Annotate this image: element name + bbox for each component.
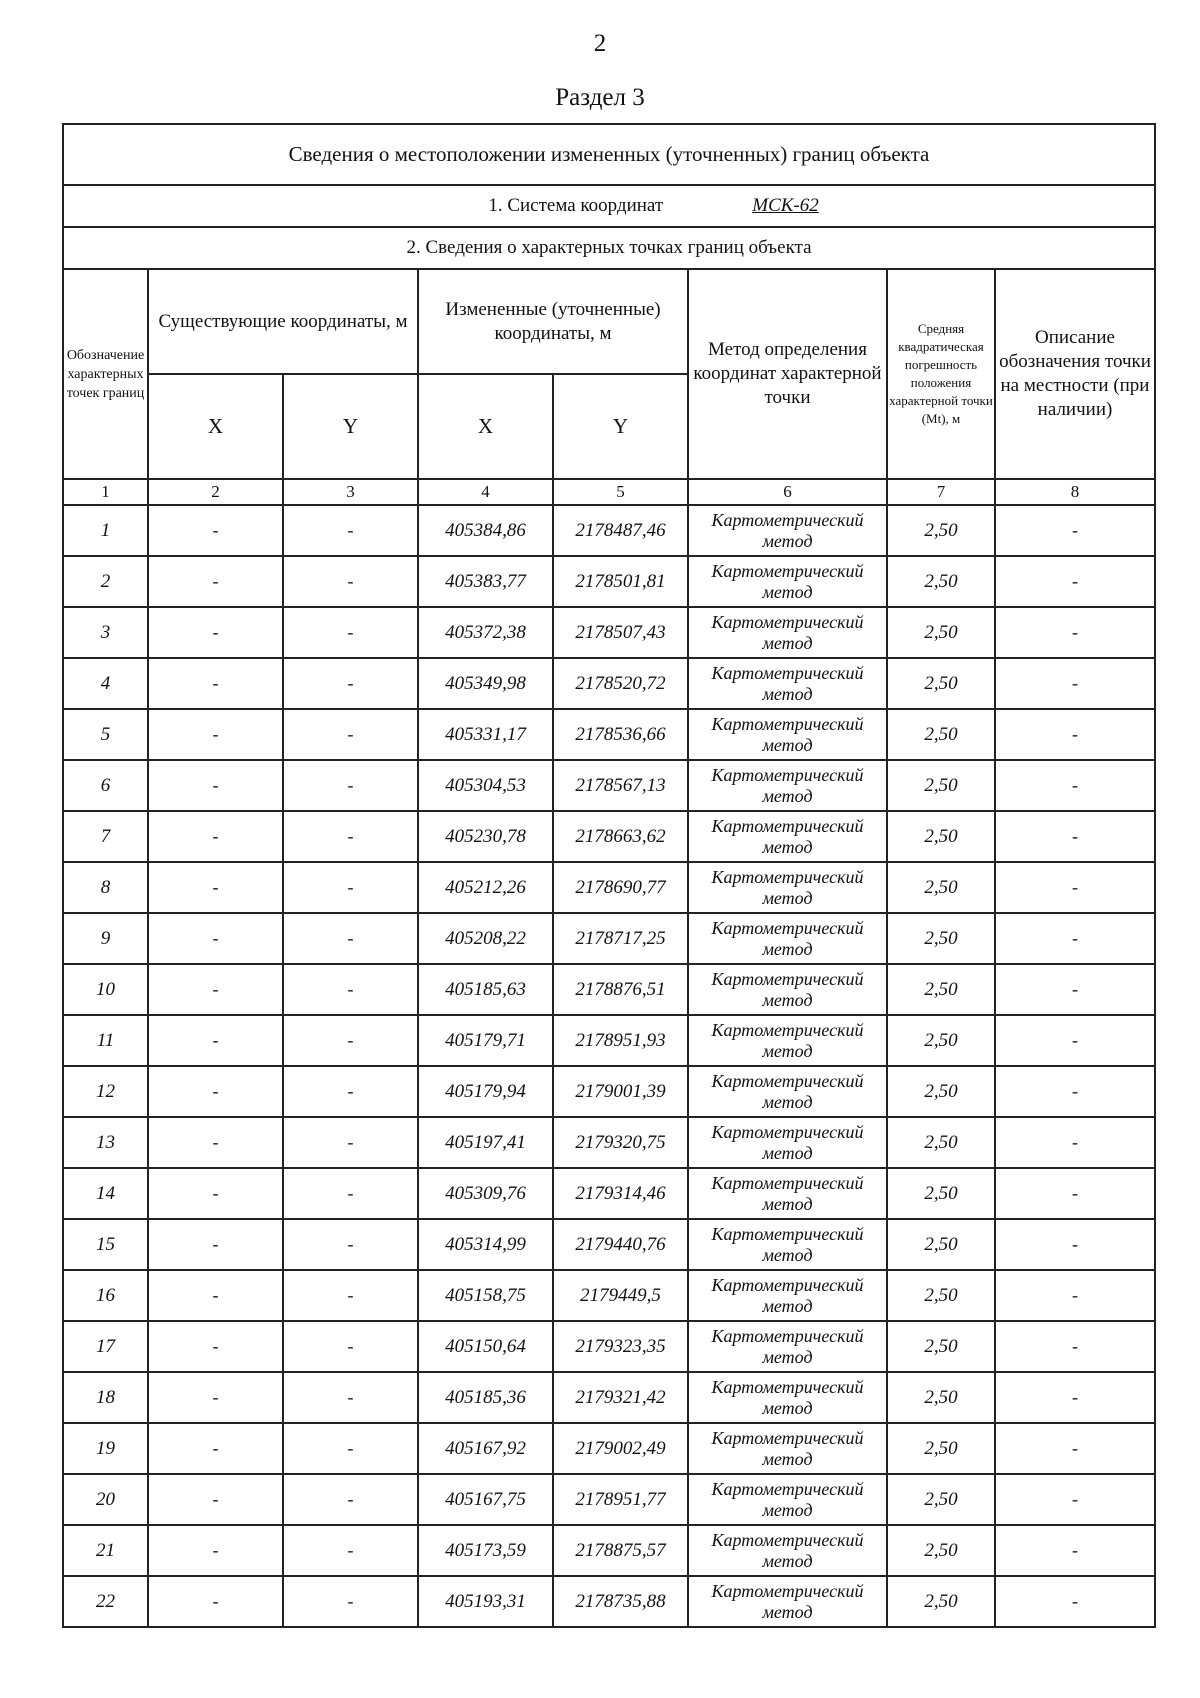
cell-changed-x: 405304,53 (418, 760, 553, 811)
cell-description: - (995, 1066, 1155, 1117)
cell-method: Картометрический метод (688, 607, 887, 658)
cell-method: Картометрический метод (688, 1423, 887, 1474)
cell-description: - (995, 1525, 1155, 1576)
cell-changed-x: 405150,64 (418, 1321, 553, 1372)
cell-mean-square-error: 2,50 (887, 556, 995, 607)
table-row (63, 1474, 1155, 1525)
cell-description: - (995, 505, 1155, 556)
cell-mean-square-error: 2,50 (887, 1423, 995, 1474)
cell-point-number: 14 (63, 1168, 148, 1219)
cell-method: Картометрический метод (688, 760, 887, 811)
table-row (63, 913, 1155, 964)
cell-mean-square-error: 2,50 (887, 964, 995, 1015)
header-existing-x: X (148, 374, 283, 479)
cell-existing-y: - (283, 1270, 418, 1321)
cell-existing-y: - (283, 811, 418, 862)
cell-changed-y: 2179320,75 (553, 1117, 688, 1168)
cell-description: - (995, 811, 1155, 862)
table-row (63, 1576, 1155, 1627)
cell-changed-x: 405173,59 (418, 1525, 553, 1576)
cell-existing-y: - (283, 709, 418, 760)
cell-existing-x: - (148, 1423, 283, 1474)
cell-description: - (995, 1372, 1155, 1423)
table-row (63, 1066, 1155, 1117)
column-number: 7 (887, 479, 995, 505)
column-number: 2 (148, 479, 283, 505)
cell-changed-x: 405383,77 (418, 556, 553, 607)
cell-mean-square-error: 2,50 (887, 913, 995, 964)
cell-mean-square-error: 2,50 (887, 1474, 995, 1525)
cell-point-number: 22 (63, 1576, 148, 1627)
cell-description: - (995, 658, 1155, 709)
cell-existing-x: - (148, 1168, 283, 1219)
cell-method: Картометрический метод (688, 1321, 887, 1372)
cell-existing-x: - (148, 811, 283, 862)
cell-method: Картометрический метод (688, 1474, 887, 1525)
header-method: Метод определения координат характерной точки (688, 269, 887, 479)
header-description: Описание обозначения точки на местности (при наличии) (995, 269, 1155, 479)
cell-existing-y: - (283, 1474, 418, 1525)
cell-description: - (995, 1219, 1155, 1270)
cell-method: Картометрический метод (688, 1576, 887, 1627)
cell-mean-square-error: 2,50 (887, 1321, 995, 1372)
cell-mean-square-error: 2,50 (887, 1117, 995, 1168)
cell-mean-square-error: 2,50 (887, 760, 995, 811)
header-existing-coordinates: Существующие координаты, м (148, 269, 418, 374)
cell-mean-square-error: 2,50 (887, 1015, 995, 1066)
cell-changed-y: 2178876,51 (553, 964, 688, 1015)
cell-existing-y: - (283, 1117, 418, 1168)
table-row (63, 1525, 1155, 1576)
cell-existing-x: - (148, 658, 283, 709)
cell-existing-x: - (148, 556, 283, 607)
cell-existing-y: - (283, 964, 418, 1015)
cell-changed-x: 405331,17 (418, 709, 553, 760)
table-row (63, 658, 1155, 709)
table-row (63, 964, 1155, 1015)
table-row (63, 1219, 1155, 1270)
cell-description: - (995, 1474, 1155, 1525)
cell-existing-y: - (283, 1168, 418, 1219)
cell-changed-y: 2178507,43 (553, 607, 688, 658)
table-title: Сведения о местоположении измененных (уточненных) границ объекта (63, 124, 1155, 185)
cell-method: Картометрический метод (688, 1270, 887, 1321)
cell-method: Картометрический метод (688, 964, 887, 1015)
cell-changed-y: 2178487,46 (553, 505, 688, 556)
cell-changed-y: 2178520,72 (553, 658, 688, 709)
table-row (63, 1270, 1155, 1321)
cell-description: - (995, 556, 1155, 607)
cell-existing-y: - (283, 1576, 418, 1627)
cell-description: - (995, 1270, 1155, 1321)
cell-changed-y: 2179321,42 (553, 1372, 688, 1423)
cell-point-number: 5 (63, 709, 148, 760)
cell-mean-square-error: 2,50 (887, 607, 995, 658)
cell-mean-square-error: 2,50 (887, 709, 995, 760)
table-row (63, 1117, 1155, 1168)
cell-point-number: 3 (63, 607, 148, 658)
cell-changed-y: 2178567,13 (553, 760, 688, 811)
cell-existing-x: - (148, 760, 283, 811)
cell-point-number: 7 (63, 811, 148, 862)
cell-mean-square-error: 2,50 (887, 1576, 995, 1627)
cell-existing-y: - (283, 1423, 418, 1474)
table-row (63, 1372, 1155, 1423)
cell-mean-square-error: 2,50 (887, 862, 995, 913)
cell-changed-x: 405309,76 (418, 1168, 553, 1219)
cell-method: Картометрический метод (688, 811, 887, 862)
cell-existing-y: - (283, 1321, 418, 1372)
points-section-header: 2. Сведения о характерных точках границ объекта (63, 227, 1155, 269)
column-number: 8 (995, 479, 1155, 505)
cell-changed-y: 2179440,76 (553, 1219, 688, 1270)
cell-method: Картометрический метод (688, 913, 887, 964)
cell-description: - (995, 964, 1155, 1015)
cell-existing-x: - (148, 913, 283, 964)
cell-changed-x: 405212,26 (418, 862, 553, 913)
cell-existing-y: - (283, 1015, 418, 1066)
cell-description: - (995, 1117, 1155, 1168)
cell-point-number: 20 (63, 1474, 148, 1525)
cell-changed-x: 405185,36 (418, 1372, 553, 1423)
header-point-designation: Обозначение характерных точек границ (63, 269, 148, 479)
cell-changed-y: 2178951,77 (553, 1474, 688, 1525)
cell-changed-y: 2178735,88 (553, 1576, 688, 1627)
column-number: 6 (688, 479, 887, 505)
cell-existing-y: - (283, 913, 418, 964)
cell-method: Картометрический метод (688, 658, 887, 709)
cell-changed-x: 405179,94 (418, 1066, 553, 1117)
cell-changed-y: 2178875,57 (553, 1525, 688, 1576)
cell-mean-square-error: 2,50 (887, 1270, 995, 1321)
table-row (63, 556, 1155, 607)
column-number: 4 (418, 479, 553, 505)
cell-changed-x: 405314,99 (418, 1219, 553, 1270)
cell-method: Картометрический метод (688, 1525, 887, 1576)
cell-mean-square-error: 2,50 (887, 1168, 995, 1219)
cell-description: - (995, 1168, 1155, 1219)
cell-description: - (995, 760, 1155, 811)
cell-method: Картометрический метод (688, 1117, 887, 1168)
cell-changed-y: 2178717,25 (553, 913, 688, 964)
cell-changed-y: 2178501,81 (553, 556, 688, 607)
cell-existing-x: - (148, 964, 283, 1015)
cell-point-number: 17 (63, 1321, 148, 1372)
coordinate-system-value: МСК-62 (752, 195, 819, 216)
table-row (63, 760, 1155, 811)
cell-existing-x: - (148, 607, 283, 658)
cell-existing-y: - (283, 505, 418, 556)
cell-description: - (995, 1576, 1155, 1627)
cell-method: Картометрический метод (688, 1066, 887, 1117)
cell-point-number: 2 (63, 556, 148, 607)
table-row (63, 811, 1155, 862)
cell-changed-y: 2178690,77 (553, 862, 688, 913)
cell-mean-square-error: 2,50 (887, 505, 995, 556)
cell-method: Картометрический метод (688, 1219, 887, 1270)
boundary-points-table (62, 123, 1156, 1628)
cell-existing-x: - (148, 1474, 283, 1525)
cell-changed-y: 2178951,93 (553, 1015, 688, 1066)
cell-point-number: 19 (63, 1423, 148, 1474)
table-row (63, 607, 1155, 658)
cell-point-number: 6 (63, 760, 148, 811)
cell-mean-square-error: 2,50 (887, 658, 995, 709)
cell-point-number: 8 (63, 862, 148, 913)
cell-changed-y: 2179449,5 (553, 1270, 688, 1321)
cell-point-number: 12 (63, 1066, 148, 1117)
header-existing-y: Y (283, 374, 418, 479)
cell-description: - (995, 1015, 1155, 1066)
cell-description: - (995, 607, 1155, 658)
header-changed-x: X (418, 374, 553, 479)
cell-changed-x: 405167,75 (418, 1474, 553, 1525)
cell-changed-y: 2179002,49 (553, 1423, 688, 1474)
cell-existing-x: - (148, 505, 283, 556)
column-numbers-row (63, 479, 1155, 505)
cell-changed-y: 2179314,46 (553, 1168, 688, 1219)
cell-existing-x: - (148, 1576, 283, 1627)
cell-point-number: 10 (63, 964, 148, 1015)
cell-changed-y: 2179323,35 (553, 1321, 688, 1372)
cell-existing-y: - (283, 1219, 418, 1270)
table-row (63, 505, 1155, 556)
cell-point-number: 1 (63, 505, 148, 556)
cell-mean-square-error: 2,50 (887, 1066, 995, 1117)
cell-existing-x: - (148, 1066, 283, 1117)
cell-description: - (995, 913, 1155, 964)
cell-existing-y: - (283, 1525, 418, 1576)
cell-existing-x: - (148, 862, 283, 913)
cell-point-number: 4 (63, 658, 148, 709)
cell-changed-x: 405384,86 (418, 505, 553, 556)
column-number: 5 (553, 479, 688, 505)
cell-method: Картометрический метод (688, 1168, 887, 1219)
column-number: 3 (283, 479, 418, 505)
cell-existing-x: - (148, 709, 283, 760)
cell-changed-x: 405197,41 (418, 1117, 553, 1168)
cell-method: Картометрический метод (688, 709, 887, 760)
table-row (63, 862, 1155, 913)
cell-existing-x: - (148, 1525, 283, 1576)
cell-mean-square-error: 2,50 (887, 811, 995, 862)
cell-changed-x: 405167,92 (418, 1423, 553, 1474)
cell-point-number: 13 (63, 1117, 148, 1168)
header-changed-coordinates: Измененные (уточненные) координаты, м (418, 269, 688, 374)
cell-method: Картометрический метод (688, 1015, 887, 1066)
cell-method: Картометрический метод (688, 556, 887, 607)
cell-existing-x: - (148, 1321, 283, 1372)
coordinate-system-row (63, 185, 1155, 227)
cell-point-number: 15 (63, 1219, 148, 1270)
cell-changed-y: 2179001,39 (553, 1066, 688, 1117)
cell-changed-x: 405230,78 (418, 811, 553, 862)
cell-changed-y: 2178536,66 (553, 709, 688, 760)
table-row (63, 1423, 1155, 1474)
cell-existing-y: - (283, 862, 418, 913)
cell-changed-x: 405179,71 (418, 1015, 553, 1066)
cell-existing-x: - (148, 1015, 283, 1066)
table-row (63, 1015, 1155, 1066)
cell-existing-y: - (283, 556, 418, 607)
cell-changed-x: 405193,31 (418, 1576, 553, 1627)
cell-existing-x: - (148, 1270, 283, 1321)
cell-mean-square-error: 2,50 (887, 1219, 995, 1270)
cell-point-number: 9 (63, 913, 148, 964)
cell-existing-y: - (283, 1372, 418, 1423)
cell-changed-x: 405158,75 (418, 1270, 553, 1321)
cell-existing-y: - (283, 658, 418, 709)
cell-existing-y: - (283, 607, 418, 658)
page-number: 2 (593, 30, 607, 57)
cell-description: - (995, 1423, 1155, 1474)
cell-point-number: 16 (63, 1270, 148, 1321)
cell-mean-square-error: 2,50 (887, 1525, 995, 1576)
table-row (63, 1321, 1155, 1372)
header-mean-square-error: Средняя квадратическая погрешность положения характерной точки (Mt), м (887, 269, 995, 479)
cell-description: - (995, 862, 1155, 913)
cell-point-number: 18 (63, 1372, 148, 1423)
cell-changed-x: 405349,98 (418, 658, 553, 709)
table-row (63, 709, 1155, 760)
cell-changed-x: 405208,22 (418, 913, 553, 964)
cell-description: - (995, 1321, 1155, 1372)
coordinate-system-label: 1. Система координат (488, 195, 664, 216)
cell-method: Картометрический метод (688, 1372, 887, 1423)
cell-changed-y: 2178663,62 (553, 811, 688, 862)
cell-point-number: 21 (63, 1525, 148, 1576)
header-changed-y: Y (553, 374, 688, 479)
cell-changed-x: 405372,38 (418, 607, 553, 658)
table-row (63, 1168, 1155, 1219)
cell-description: - (995, 709, 1155, 760)
cell-method: Картометрический метод (688, 505, 887, 556)
cell-existing-y: - (283, 1066, 418, 1117)
cell-mean-square-error: 2,50 (887, 1372, 995, 1423)
cell-existing-x: - (148, 1117, 283, 1168)
column-number: 1 (63, 479, 148, 505)
cell-changed-x: 405185,63 (418, 964, 553, 1015)
cell-existing-x: - (148, 1219, 283, 1270)
cell-point-number: 11 (63, 1015, 148, 1066)
cell-method: Картометрический метод (688, 862, 887, 913)
cell-existing-y: - (283, 760, 418, 811)
section-title: Раздел 3 (555, 84, 645, 111)
cell-existing-x: - (148, 1372, 283, 1423)
